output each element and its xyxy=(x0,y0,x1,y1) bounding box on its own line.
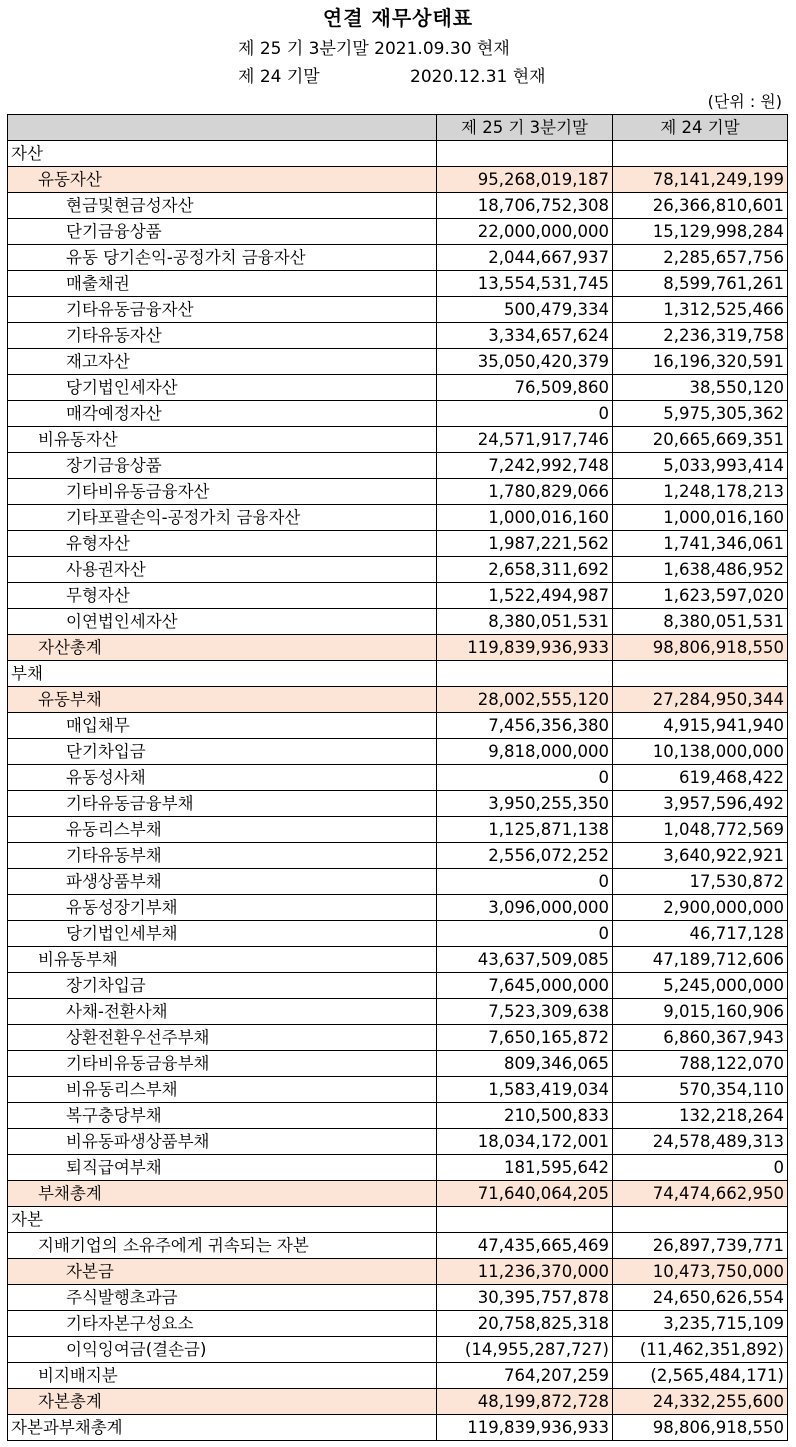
prior-period-value: 3,235,715,109 xyxy=(613,1311,788,1337)
current-period-value: 2,044,667,937 xyxy=(437,245,613,271)
table-row xyxy=(8,1051,788,1077)
account-label: 비유동리스부채 xyxy=(8,1077,437,1103)
table-row xyxy=(8,583,788,609)
prior-period-value: 38,550,120 xyxy=(613,375,788,401)
table-body xyxy=(8,141,788,1441)
current-period-value: 7,645,000,000 xyxy=(437,973,613,999)
prior-period-value: 8,599,761,261 xyxy=(613,271,788,297)
table-row xyxy=(8,1207,788,1233)
current-period-value xyxy=(437,661,613,687)
table-row xyxy=(8,947,788,973)
account-label: 자산총계 xyxy=(8,635,437,661)
prior-period-value: 78,141,249,199 xyxy=(613,167,788,193)
prior-period-value: 24,650,626,554 xyxy=(613,1285,788,1311)
account-label: 당기법인세자산 xyxy=(8,375,437,401)
account-label: 상환전환우선주부채 xyxy=(8,1025,437,1051)
account-label: 장기차입금 xyxy=(8,973,437,999)
account-label: 비지배지분 xyxy=(8,1363,437,1389)
prior-period-value: 24,578,489,313 xyxy=(613,1129,788,1155)
current-period-value: 24,571,917,746 xyxy=(437,427,613,453)
prior-period-value: 2,285,657,756 xyxy=(613,245,788,271)
account-label: 자본총계 xyxy=(8,1389,437,1415)
account-label: 지배기업의 소유주에게 귀속되는 자본 xyxy=(8,1233,437,1259)
prior-period-value: 10,138,000,000 xyxy=(613,739,788,765)
account-label: 유형자산 xyxy=(8,531,437,557)
account-label: 주식발행초과금 xyxy=(8,1285,437,1311)
table-row xyxy=(8,323,788,349)
current-period-value: 35,050,420,379 xyxy=(437,349,613,375)
account-label: 기타유동금융자산 xyxy=(8,297,437,323)
current-period-value: 7,242,992,748 xyxy=(437,453,613,479)
table-row xyxy=(8,999,788,1025)
current-period-value: 0 xyxy=(437,869,613,895)
current-period-value: 43,637,509,085 xyxy=(437,947,613,973)
table-row xyxy=(8,427,788,453)
account-label: 기타비유동금융자산 xyxy=(8,479,437,505)
account-label: 단기금융상품 xyxy=(8,219,437,245)
table-row xyxy=(8,687,788,713)
current-period-value: 7,523,309,638 xyxy=(437,999,613,1025)
prior-period-value: 26,366,810,601 xyxy=(613,193,788,219)
table-row xyxy=(8,609,788,635)
prior-period-value: 17,530,872 xyxy=(613,869,788,895)
current-period-value: 119,839,936,933 xyxy=(437,1415,613,1441)
current-period-value: 13,554,531,745 xyxy=(437,271,613,297)
current-period-value: 22,000,000,000 xyxy=(437,219,613,245)
account-label: 비유동자산 xyxy=(8,427,437,453)
prior-period-value: 27,284,950,344 xyxy=(613,687,788,713)
header-row xyxy=(8,115,788,141)
prior-period-value: 6,860,367,943 xyxy=(613,1025,788,1051)
account-label: 부채총계 xyxy=(8,1181,437,1207)
table-row xyxy=(8,1337,788,1363)
table-row xyxy=(8,765,788,791)
table-row xyxy=(8,349,788,375)
account-label: 매각예정자산 xyxy=(8,401,437,427)
table-row xyxy=(8,1103,788,1129)
account-label: 사용권자산 xyxy=(8,557,437,583)
table-row xyxy=(8,1129,788,1155)
table-row xyxy=(8,245,788,271)
table-row xyxy=(8,1311,788,1337)
prior-period-value: 5,975,305,362 xyxy=(613,401,788,427)
prior-period-value: 98,806,918,550 xyxy=(613,635,788,661)
account-label: 퇴직급여부채 xyxy=(8,1155,437,1181)
account-label: 기타유동자산 xyxy=(8,323,437,349)
prior-period-value: 1,741,346,061 xyxy=(613,531,788,557)
current-period-value: 48,199,872,728 xyxy=(437,1389,613,1415)
current-period-value: 0 xyxy=(437,401,613,427)
account-label: 재고자산 xyxy=(8,349,437,375)
current-period-value: 2,556,072,252 xyxy=(437,843,613,869)
prior-period-value: 3,640,922,921 xyxy=(613,843,788,869)
current-period-value: 3,950,255,350 xyxy=(437,791,613,817)
account-label: 사채-전환사채 xyxy=(8,999,437,1025)
prior-period-value: 10,473,750,000 xyxy=(613,1259,788,1285)
table-row xyxy=(8,1285,788,1311)
table-row xyxy=(8,1415,788,1441)
current-period-value: 7,650,165,872 xyxy=(437,1025,613,1051)
prior-period-value: 1,312,525,466 xyxy=(613,297,788,323)
account-label: 유동성장기부채 xyxy=(8,895,437,921)
table-row xyxy=(8,141,788,167)
prior-period-value: 24,332,255,600 xyxy=(613,1389,788,1415)
table-row xyxy=(8,1077,788,1103)
prior-period-value: (2,565,484,171) xyxy=(613,1363,788,1389)
account-label: 장기금융상품 xyxy=(8,453,437,479)
account-label: 기타포괄손익-공정가치 금융자산 xyxy=(8,505,437,531)
prior-period-value: 16,196,320,591 xyxy=(613,349,788,375)
table-row xyxy=(8,557,788,583)
prior-period-value: (11,462,351,892) xyxy=(613,1337,788,1363)
table-row xyxy=(8,843,788,869)
account-label: 기타비유동금융부채 xyxy=(8,1051,437,1077)
account-label: 유동리스부채 xyxy=(8,817,437,843)
prior-period-value: 619,468,422 xyxy=(613,765,788,791)
current-period-value: 0 xyxy=(437,921,613,947)
current-period-value: 0 xyxy=(437,765,613,791)
balance-sheet-table xyxy=(7,114,788,1441)
prior-period-value: 3,957,596,492 xyxy=(613,791,788,817)
table-row xyxy=(8,1025,788,1051)
current-period-value: 20,758,825,318 xyxy=(437,1311,613,1337)
current-period-value: 11,236,370,000 xyxy=(437,1259,613,1285)
account-label: 매입채무 xyxy=(8,713,437,739)
prior-period-value: 1,248,178,213 xyxy=(613,479,788,505)
current-period-value: 71,640,064,205 xyxy=(437,1181,613,1207)
account-label: 유동부채 xyxy=(8,687,437,713)
account-label: 기타유동부채 xyxy=(8,843,437,869)
table-row xyxy=(8,505,788,531)
table-row xyxy=(8,713,788,739)
current-period-value: 1,125,871,138 xyxy=(437,817,613,843)
table-row xyxy=(8,1389,788,1415)
period-prior-label: 제 24 기말 xyxy=(238,67,320,87)
prior-period-value: 20,665,669,351 xyxy=(613,427,788,453)
current-period-value: 1,000,016,160 xyxy=(437,505,613,531)
table-row xyxy=(8,193,788,219)
account-label: 이연법인세자산 xyxy=(8,609,437,635)
account-label: 비유동파생상품부채 xyxy=(8,1129,437,1155)
table-row xyxy=(8,375,788,401)
period-current: 제 25 기 3분기말 2021.09.30 현재 xyxy=(238,39,510,59)
account-label: 유동 당기손익-공정가치 금융자산 xyxy=(8,245,437,271)
table-row xyxy=(8,297,788,323)
table-row xyxy=(8,1259,788,1285)
prior-period-value: 98,806,918,550 xyxy=(613,1415,788,1441)
current-period-value: 28,002,555,120 xyxy=(437,687,613,713)
current-period-value: 210,500,833 xyxy=(437,1103,613,1129)
table-row xyxy=(8,895,788,921)
account-label: 이익잉여금(결손금) xyxy=(8,1337,437,1363)
table-row xyxy=(8,167,788,193)
prior-period-value: 4,915,941,940 xyxy=(613,713,788,739)
account-label: 부채 xyxy=(8,661,437,687)
prior-period-value: 15,129,998,284 xyxy=(613,219,788,245)
prior-period-value: 2,900,000,000 xyxy=(613,895,788,921)
statement-title: 연결 재무상태표 xyxy=(322,6,474,30)
current-period-value: 764,207,259 xyxy=(437,1363,613,1389)
table-row xyxy=(8,531,788,557)
prior-period-value: 788,122,070 xyxy=(613,1051,788,1077)
prior-period-value: 5,033,993,414 xyxy=(613,453,788,479)
table-row xyxy=(8,817,788,843)
header-account xyxy=(8,115,437,141)
prior-period-value xyxy=(613,1207,788,1233)
account-label: 자산 xyxy=(8,141,437,167)
prior-period-value: 46,717,128 xyxy=(613,921,788,947)
header-current-period: 제 25 기 3분기말 xyxy=(437,115,613,141)
account-label: 당기법인세부채 xyxy=(8,921,437,947)
current-period-value xyxy=(437,141,613,167)
prior-period-value: 8,380,051,531 xyxy=(613,609,788,635)
current-period-value: 3,334,657,624 xyxy=(437,323,613,349)
account-label: 비유동부채 xyxy=(8,947,437,973)
table-row xyxy=(8,479,788,505)
current-period-value: 18,034,172,001 xyxy=(437,1129,613,1155)
account-label: 매출채권 xyxy=(8,271,437,297)
table-row xyxy=(8,1181,788,1207)
table-row xyxy=(8,1363,788,1389)
account-label: 자본금 xyxy=(8,1259,437,1285)
table-row xyxy=(8,271,788,297)
table-row xyxy=(8,739,788,765)
current-period-value: 181,595,642 xyxy=(437,1155,613,1181)
table-row xyxy=(8,401,788,427)
table-row xyxy=(8,1155,788,1181)
prior-period-value: 47,189,712,606 xyxy=(613,947,788,973)
table-row xyxy=(8,453,788,479)
account-label: 현금및현금성자산 xyxy=(8,193,437,219)
current-period-value: 1,522,494,987 xyxy=(437,583,613,609)
current-period-value: 18,706,752,308 xyxy=(437,193,613,219)
table-row xyxy=(8,973,788,999)
header-prior-period: 제 24 기말 xyxy=(613,115,788,141)
account-label: 무형자산 xyxy=(8,583,437,609)
table-row xyxy=(8,791,788,817)
prior-period-value xyxy=(613,141,788,167)
table-row xyxy=(8,219,788,245)
prior-period-value: 570,354,110 xyxy=(613,1077,788,1103)
account-label: 기타자본구성요소 xyxy=(8,1311,437,1337)
current-period-value: 2,658,311,692 xyxy=(437,557,613,583)
account-label: 유동자산 xyxy=(8,167,437,193)
current-period-value: 1,987,221,562 xyxy=(437,531,613,557)
prior-period-value: 9,015,160,906 xyxy=(613,999,788,1025)
table-row xyxy=(8,661,788,687)
current-period-value: 9,818,000,000 xyxy=(437,739,613,765)
prior-period-value xyxy=(613,661,788,687)
prior-period-value: 1,623,597,020 xyxy=(613,583,788,609)
prior-period-value: 1,638,486,952 xyxy=(613,557,788,583)
unit-label: (단위 : 원) xyxy=(707,92,782,111)
table-row xyxy=(8,921,788,947)
table-row xyxy=(8,869,788,895)
account-label: 자본 xyxy=(8,1207,437,1233)
current-period-value: 1,583,419,034 xyxy=(437,1077,613,1103)
current-period-value: 1,780,829,066 xyxy=(437,479,613,505)
prior-period-value: 5,245,000,000 xyxy=(613,973,788,999)
prior-period-value: 2,236,319,758 xyxy=(613,323,788,349)
current-period-value: 3,096,000,000 xyxy=(437,895,613,921)
current-period-value: 95,268,019,187 xyxy=(437,167,613,193)
prior-period-value: 0 xyxy=(613,1155,788,1181)
prior-period-value: 1,048,772,569 xyxy=(613,817,788,843)
prior-period-value: 74,474,662,950 xyxy=(613,1181,788,1207)
current-period-value: 30,395,757,878 xyxy=(437,1285,613,1311)
current-period-value: 76,509,860 xyxy=(437,375,613,401)
account-label: 복구충당부채 xyxy=(8,1103,437,1129)
current-period-value: (14,955,287,727) xyxy=(437,1337,613,1363)
current-period-value: 7,456,356,380 xyxy=(437,713,613,739)
prior-period-value: 26,897,739,771 xyxy=(613,1233,788,1259)
current-period-value: 119,839,936,933 xyxy=(437,635,613,661)
account-label: 기타유동금융부채 xyxy=(8,791,437,817)
current-period-value: 500,479,334 xyxy=(437,297,613,323)
current-period-value: 809,346,065 xyxy=(437,1051,613,1077)
account-label: 유동성사채 xyxy=(8,765,437,791)
current-period-value: 8,380,051,531 xyxy=(437,609,613,635)
current-period-value xyxy=(437,1207,613,1233)
prior-period-value: 132,218,264 xyxy=(613,1103,788,1129)
table-row xyxy=(8,1233,788,1259)
account-label: 파생상품부채 xyxy=(8,869,437,895)
current-period-value: 47,435,665,469 xyxy=(437,1233,613,1259)
prior-period-value: 1,000,016,160 xyxy=(613,505,788,531)
account-label: 단기차입금 xyxy=(8,739,437,765)
account-label: 자본과부채총계 xyxy=(8,1415,437,1441)
period-prior-date: 2020.12.31 현재 xyxy=(410,67,546,87)
table-row xyxy=(8,635,788,661)
